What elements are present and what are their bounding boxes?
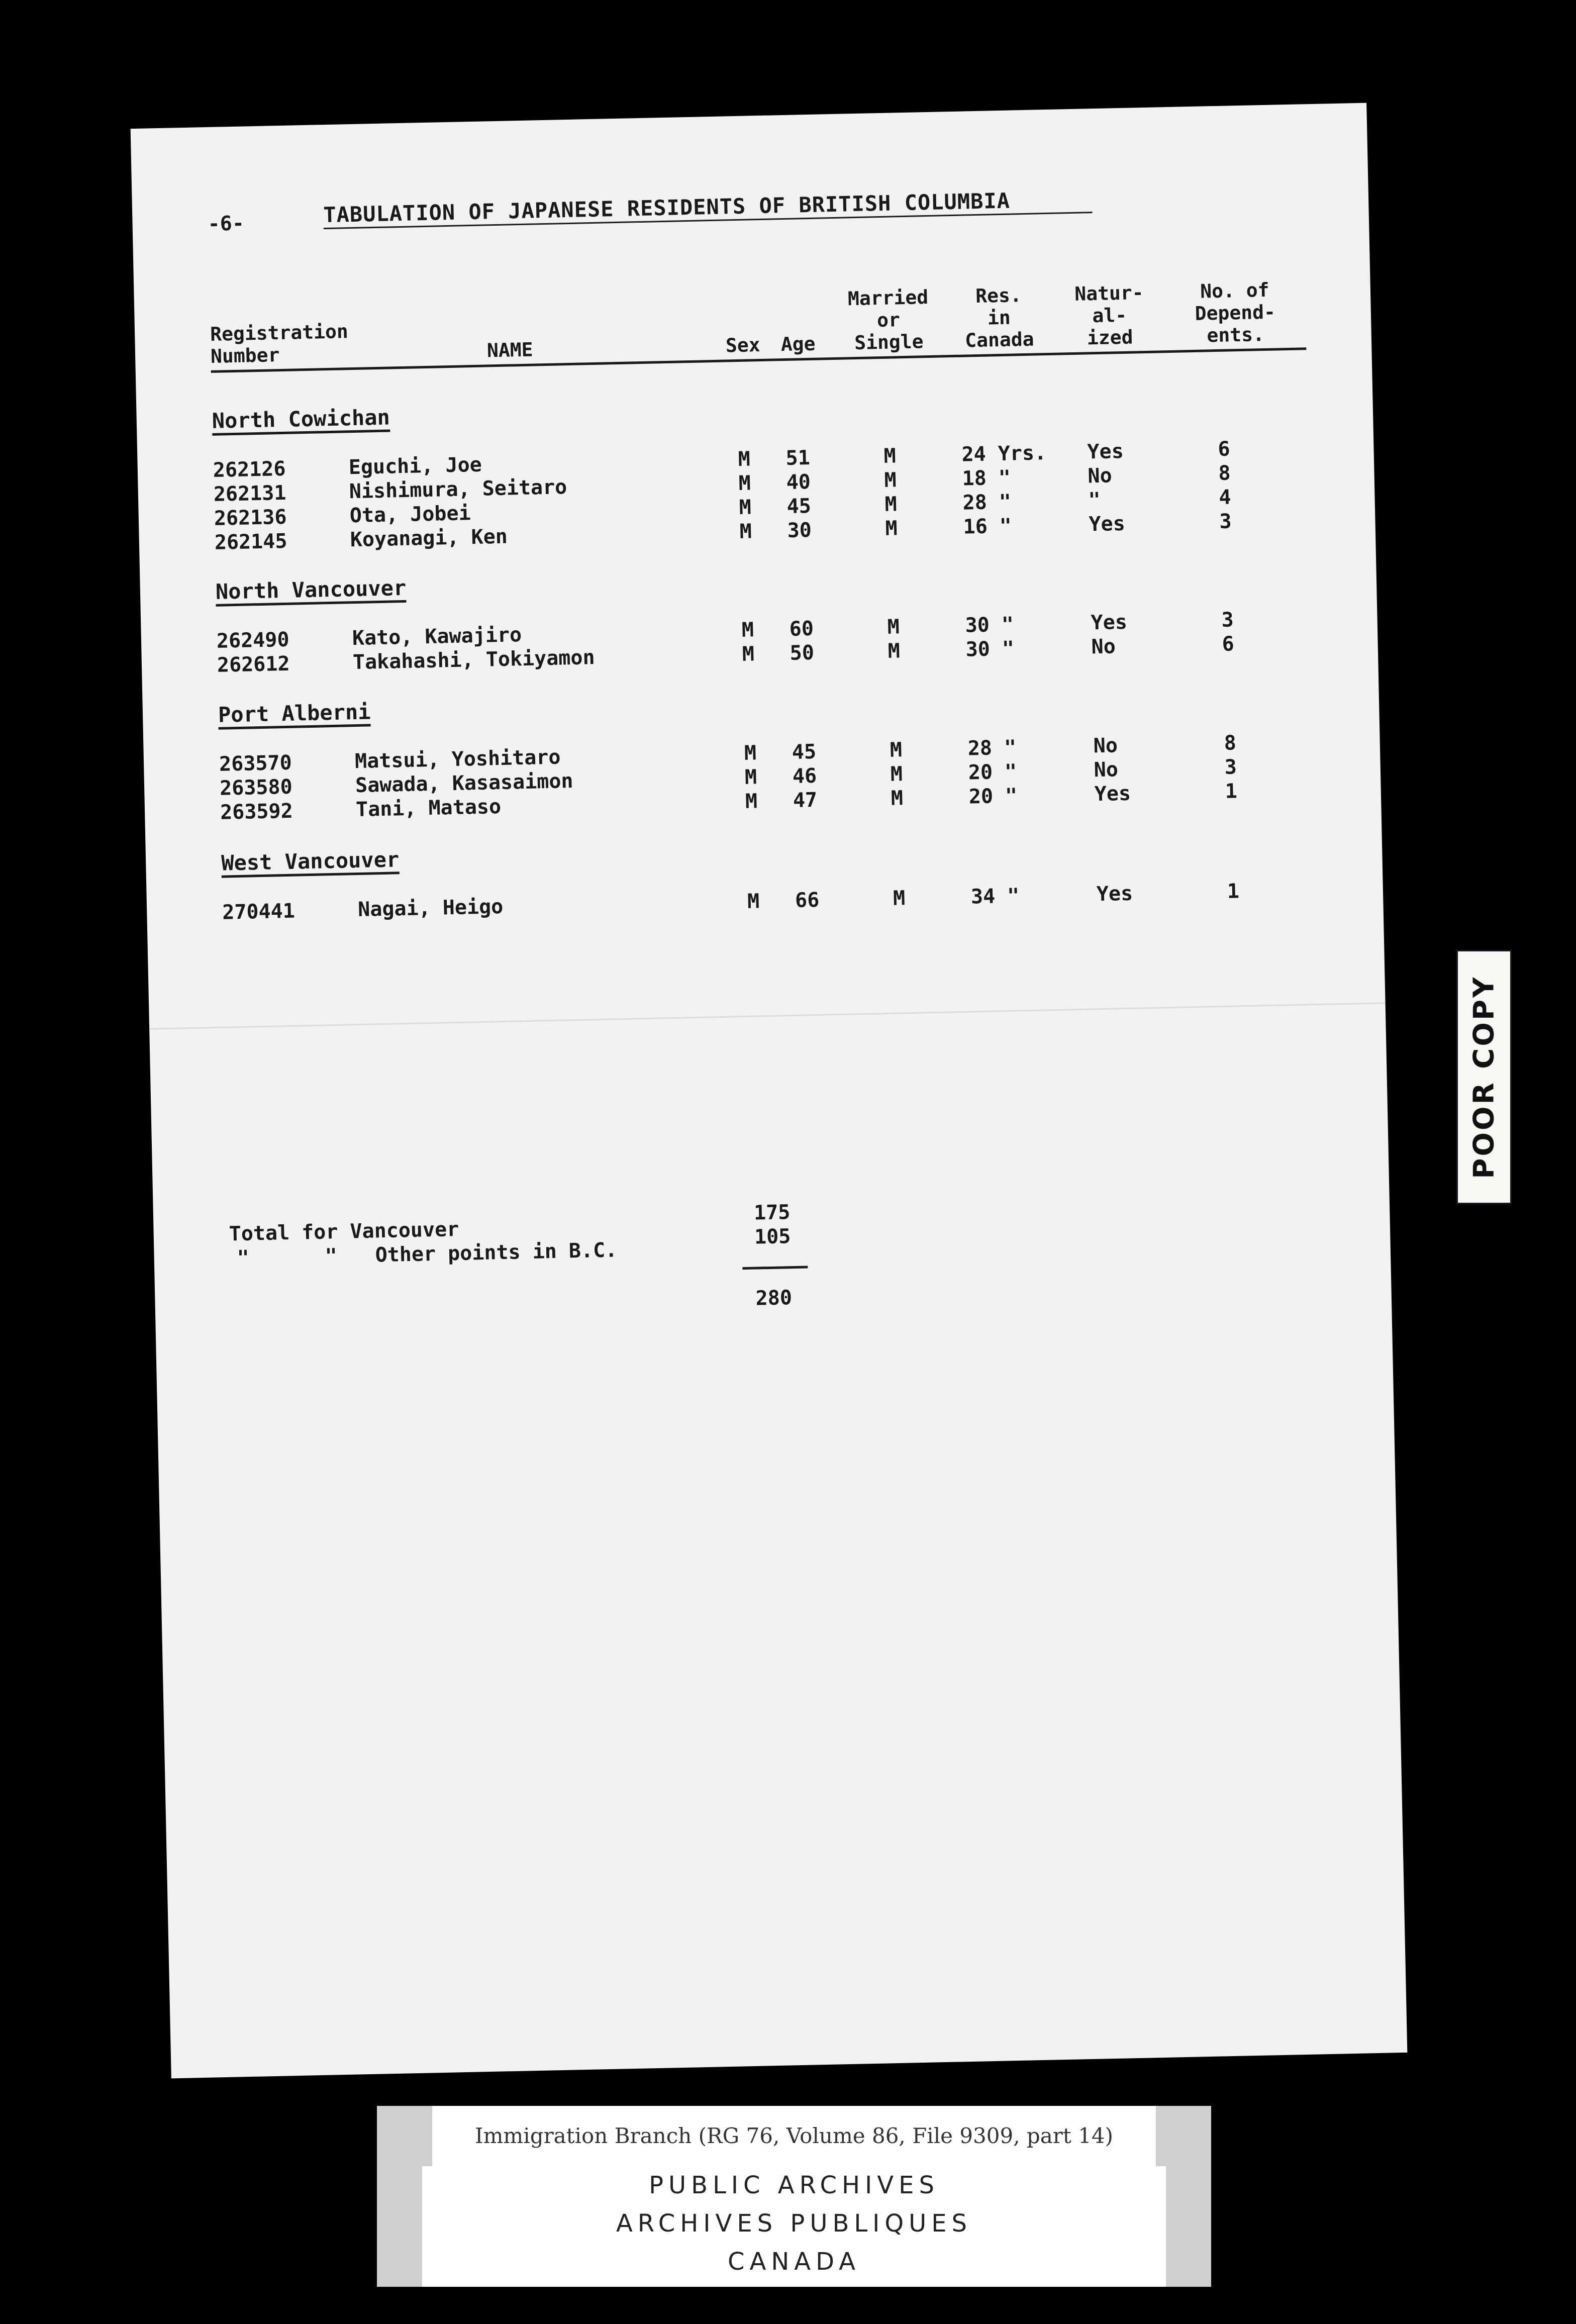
cell-age: 46 bbox=[792, 764, 817, 788]
cell-dependents: 3 bbox=[1221, 608, 1234, 632]
cell-married: M bbox=[884, 468, 897, 492]
cell-registration: 263592 bbox=[220, 799, 293, 824]
cell-married: M bbox=[887, 615, 900, 639]
cell-residence: 20 " bbox=[968, 784, 1018, 809]
table-row bbox=[147, 877, 1384, 928]
cell-sex: M bbox=[747, 890, 760, 913]
cell-age: 40 bbox=[786, 470, 811, 495]
cell-age: 30 bbox=[787, 518, 812, 542]
cell-residence: 34 " bbox=[970, 884, 1020, 909]
cell-married: M bbox=[883, 444, 897, 468]
cell-naturalised: Yes bbox=[1089, 512, 1126, 536]
cell-naturalised: Yes bbox=[1087, 439, 1124, 464]
archive-line: PUBLIC ARCHIVES bbox=[649, 2171, 939, 2199]
cell-married: M bbox=[890, 762, 903, 786]
cell-married: M bbox=[891, 787, 904, 810]
cell-registration: 262612 bbox=[217, 652, 290, 677]
cell-married: M bbox=[893, 887, 906, 910]
cell-dependents: 8 bbox=[1218, 461, 1231, 485]
page-number: -6- bbox=[208, 212, 245, 236]
cell-sex: M bbox=[738, 447, 751, 471]
archive-label bbox=[377, 2106, 1211, 2287]
document-title: TABULATION OF JAPANESE RESIDENTS OF BRITISH COLUMBIA bbox=[323, 188, 1011, 228]
cell-dependents: 4 bbox=[1219, 486, 1232, 509]
cell-sex: M bbox=[739, 496, 752, 519]
cell-age: 45 bbox=[786, 494, 812, 518]
cell-name: Takahashi, Tokiyamon bbox=[352, 646, 595, 674]
cell-married: M bbox=[884, 493, 898, 516]
archive-reference: Immigration Branch (RG 76, Volume 86, File 9309, part 14) bbox=[432, 2106, 1156, 2166]
ditto-mark: " bbox=[237, 1246, 250, 1270]
header-dependents: No. of Depend- ents. bbox=[1195, 278, 1276, 347]
cell-sex: M bbox=[742, 642, 755, 666]
cell-name: Nishimura, Seitaro bbox=[349, 475, 567, 504]
cell-age: 60 bbox=[789, 617, 814, 641]
cell-age: 50 bbox=[790, 641, 815, 665]
document-page bbox=[131, 103, 1408, 2079]
paper-fold-line bbox=[149, 1002, 1386, 1030]
cell-sex: M bbox=[744, 741, 757, 765]
totals-rule bbox=[742, 1266, 808, 1270]
cell-dependents: 1 bbox=[1227, 880, 1240, 903]
ditto-mark: " bbox=[325, 1244, 338, 1268]
cell-registration: 262490 bbox=[216, 628, 289, 653]
cell-sex: M bbox=[744, 765, 757, 789]
cell-dependents: 6 bbox=[1222, 632, 1235, 656]
header-naturalised: Natur- al- ized bbox=[1074, 281, 1144, 349]
cell-residence: 30 " bbox=[965, 613, 1014, 637]
cell-dependents: 1 bbox=[1225, 780, 1238, 803]
cell-name: Ota, Jobei bbox=[349, 502, 471, 528]
section-heading-port-alberni: Port Alberni bbox=[218, 699, 371, 729]
cell-name: Kato, Kawajiro bbox=[352, 623, 522, 650]
archive-line: CANADA bbox=[727, 2248, 861, 2276]
cell-registration: 262145 bbox=[214, 529, 287, 554]
archive-stamp bbox=[422, 2166, 1166, 2287]
cell-sex: M bbox=[745, 790, 758, 813]
cell-residence: 30 " bbox=[965, 637, 1015, 661]
cell-naturalised: Yes bbox=[1096, 882, 1133, 906]
header-sex: Sex bbox=[725, 334, 761, 357]
cell-residence: 16 " bbox=[963, 514, 1012, 539]
cell-sex: M bbox=[741, 618, 754, 642]
cell-married: M bbox=[890, 738, 903, 762]
cell-dependents: 6 bbox=[1217, 437, 1231, 461]
header-age: Age bbox=[780, 332, 816, 356]
section-heading-north-cowichan: North Cowichan bbox=[212, 405, 390, 436]
cell-sex: M bbox=[738, 471, 751, 495]
header-married: Married or Single bbox=[847, 286, 929, 354]
cell-naturalised: Yes bbox=[1094, 782, 1131, 806]
cell-name: Tani, Mataso bbox=[355, 795, 502, 822]
cell-naturalised: Yes bbox=[1091, 610, 1128, 635]
cell-dependents: 3 bbox=[1219, 510, 1232, 533]
cell-residence: 24 Yrs. bbox=[961, 441, 1047, 466]
cell-age: 45 bbox=[792, 740, 817, 764]
cell-naturalised: " bbox=[1088, 488, 1101, 512]
section-heading-north-vancouver: North Vancouver bbox=[215, 575, 406, 607]
cell-dependents: 3 bbox=[1224, 755, 1237, 779]
cell-registration: 263570 bbox=[219, 751, 292, 776]
archive-line: ARCHIVES PUBLIQUES bbox=[616, 2209, 972, 2238]
cell-registration: 262131 bbox=[213, 481, 286, 506]
cell-age: 51 bbox=[785, 446, 811, 470]
cell-dependents: 8 bbox=[1224, 731, 1237, 755]
cell-naturalised: No bbox=[1094, 758, 1119, 782]
total-other-points-value: 105 bbox=[754, 1225, 791, 1249]
cell-residence: 20 " bbox=[968, 760, 1017, 785]
header-name: NAME bbox=[486, 338, 533, 362]
cell-registration: 263580 bbox=[219, 775, 293, 800]
cell-name: Matsui, Yoshitaro bbox=[354, 745, 561, 773]
cell-naturalised: No bbox=[1091, 635, 1116, 659]
cell-residence: 28 " bbox=[967, 736, 1017, 760]
cell-registration: 270441 bbox=[222, 899, 296, 924]
total-vancouver-label: Total for Vancouver bbox=[229, 1217, 459, 1246]
cell-married: M bbox=[885, 517, 898, 540]
cell-age: 47 bbox=[793, 788, 818, 812]
section-heading-west-vancouver: West Vancouver bbox=[221, 847, 400, 878]
header-res-canada: Res. in Canada bbox=[964, 284, 1034, 352]
cell-name: Koyanagi, Ken bbox=[350, 525, 508, 552]
grand-total-value: 280 bbox=[755, 1286, 793, 1310]
cell-age: 66 bbox=[795, 888, 820, 912]
cell-sex: M bbox=[739, 520, 752, 543]
cell-name: Sawada, Kasasaimon bbox=[355, 769, 573, 798]
cell-registration: 262136 bbox=[214, 505, 287, 530]
cell-married: M bbox=[888, 639, 901, 663]
cell-residence: 18 " bbox=[962, 466, 1011, 491]
cell-registration: 262126 bbox=[213, 457, 286, 482]
header-registration: Registration Number bbox=[210, 320, 349, 367]
total-other-points-label: Other points in B.C. bbox=[375, 1238, 618, 1267]
poor-copy-stamp: POOR COPY bbox=[1456, 950, 1512, 1204]
total-vancouver-value: 175 bbox=[753, 1201, 791, 1225]
cell-name: Eguchi, Joe bbox=[348, 453, 482, 479]
cell-naturalised: No bbox=[1093, 734, 1118, 758]
cell-naturalised: No bbox=[1088, 464, 1113, 488]
cell-name: Nagai, Heigo bbox=[357, 895, 504, 922]
cell-residence: 28 " bbox=[962, 490, 1012, 515]
